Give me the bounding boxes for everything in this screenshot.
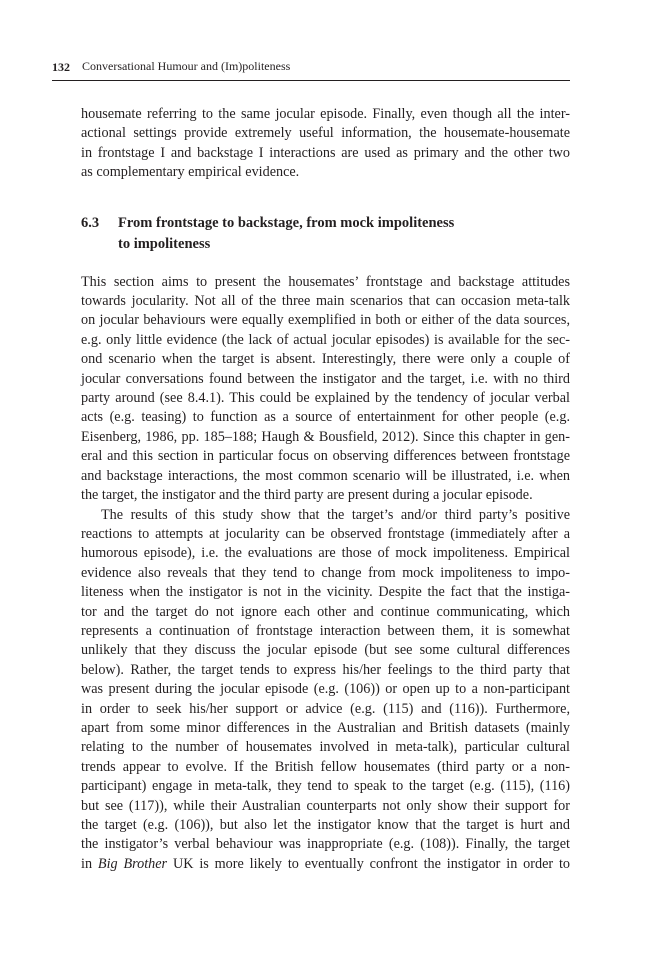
section-title-line: From frontstage to backstage, from mock impoliteness	[118, 214, 455, 231]
running-header	[52, 58, 570, 81]
text-line: participant) engage in meta-talk, they tend to speak to the target (e.g. (115), (116)	[81, 778, 570, 795]
text-line: towards jocularity. Not all of the three main scenarios that can occasion meta-talk	[81, 293, 570, 310]
page-body	[81, 105, 570, 874]
text-line: actional settings provide extremely useful information, the housemate-housemate	[81, 125, 570, 142]
text-line: represents a continuation of frontstage interaction between them, it is somewhat	[81, 622, 570, 639]
text-line: relating to the number of housemates involved in meta-talk), particular cultural	[81, 739, 570, 756]
text-line: and backstage interactions, the most common scenario will be illustrated, i.e. when	[81, 467, 570, 484]
text-fragment: in	[81, 855, 98, 872]
text-line: evidence also reveals that they tend to change from mock impoliteness to impo-	[81, 564, 570, 581]
text-line: housemate referring to the same jocular episode. Finally, even though all the inter-	[81, 106, 570, 122]
page-number: 132	[52, 60, 70, 74]
text-line: The results of this study show that the target’s and/or third party’s positive	[101, 506, 570, 523]
text-line: as complementary empirical evidence.	[81, 164, 300, 181]
text-line: apart from some minor differences in the Australian and British datasets (mainly	[81, 719, 570, 736]
text-line: eral and this section in particular focus on observing differences between frontstage	[81, 448, 570, 465]
text-line: but see (117)), while their Australian counterparts not only show their support for	[81, 797, 570, 814]
body-paragraph-2	[81, 506, 570, 875]
text-line: ond scenario when the target is absent. Interestingly, there were only a couple of	[81, 351, 570, 368]
text-line: unlikely that they discuss the jocular episode (but see some cultural differences	[81, 642, 570, 659]
section-number: 6.3	[81, 214, 100, 231]
text-line: in order to seek his/her support or advice (e.g. (115) and (116)). Furthermore,	[81, 700, 570, 717]
text-line: This section aims to present the housemates’ frontstage and backstage attitudes	[81, 273, 570, 290]
text-line: jocular conversations found between the instigator and the target, i.e. with no third	[81, 370, 570, 387]
text-line: acts (e.g. teasing) to function as a source of entertainment for other people (e.g.	[81, 409, 570, 426]
text-line	[81, 855, 570, 874]
text-line: liteness when the instigator is not in the vicinity. Despite the fact that the instiga-	[81, 584, 570, 601]
section-heading	[81, 213, 570, 255]
intro-paragraph	[81, 105, 570, 183]
text-line: tor and the target do not ignore each other and continue communicating, which	[81, 603, 570, 620]
italic-title: Big Brother	[97, 855, 168, 872]
text-line: in frontstage I and backstage I interactions are used as primary and the other two	[81, 144, 570, 161]
text-fragment: UK is more likely to eventually confront the instigator in order to	[167, 855, 570, 872]
text-line: on jocular behaviours were equally exemplified in both or either of the data sources,	[81, 312, 570, 329]
text-line: was present during the jocular episode (e.g. (106)) or open up to a non-participant	[81, 681, 570, 698]
section-title-line: to impoliteness	[118, 235, 211, 252]
text-line: the instigator’s verbal behaviour was inappropriate (e.g. (108)). Finally, the target	[81, 836, 570, 853]
running-title: Conversational Humour and (Im)politeness	[82, 59, 291, 73]
body-paragraph-1	[81, 273, 570, 506]
text-line: Eisenberg, 1986, pp. 185–188; Haugh & Bousfield, 2012). Since this chapter in gen-	[81, 428, 570, 445]
text-line: humorous episode), i.e. the evaluations are those of mock impoliteness. Empirical	[81, 545, 570, 562]
text-line: the target, the instigator and the third party are present during a jocular episode.	[81, 487, 533, 504]
text-line: party around (see 8.4.1). This could be explained by the tendency of jocular verbal	[81, 390, 570, 407]
text-line: the target (e.g. (106)), but also let the instigator know that the target is hurt and	[81, 817, 570, 833]
text-line: reactions to attempts at jocularity can be observed frontstage (immediately after a	[81, 525, 570, 542]
text-line: below). Rather, the target tends to express his/her feelings to the third party that	[81, 661, 570, 678]
text-line: e.g. only little evidence (the lack of actual jocular episodes) is available for the sec-	[81, 331, 570, 348]
text-line: trends appear to evolve. If the British fellow housemates (third party or a non-	[81, 758, 570, 775]
